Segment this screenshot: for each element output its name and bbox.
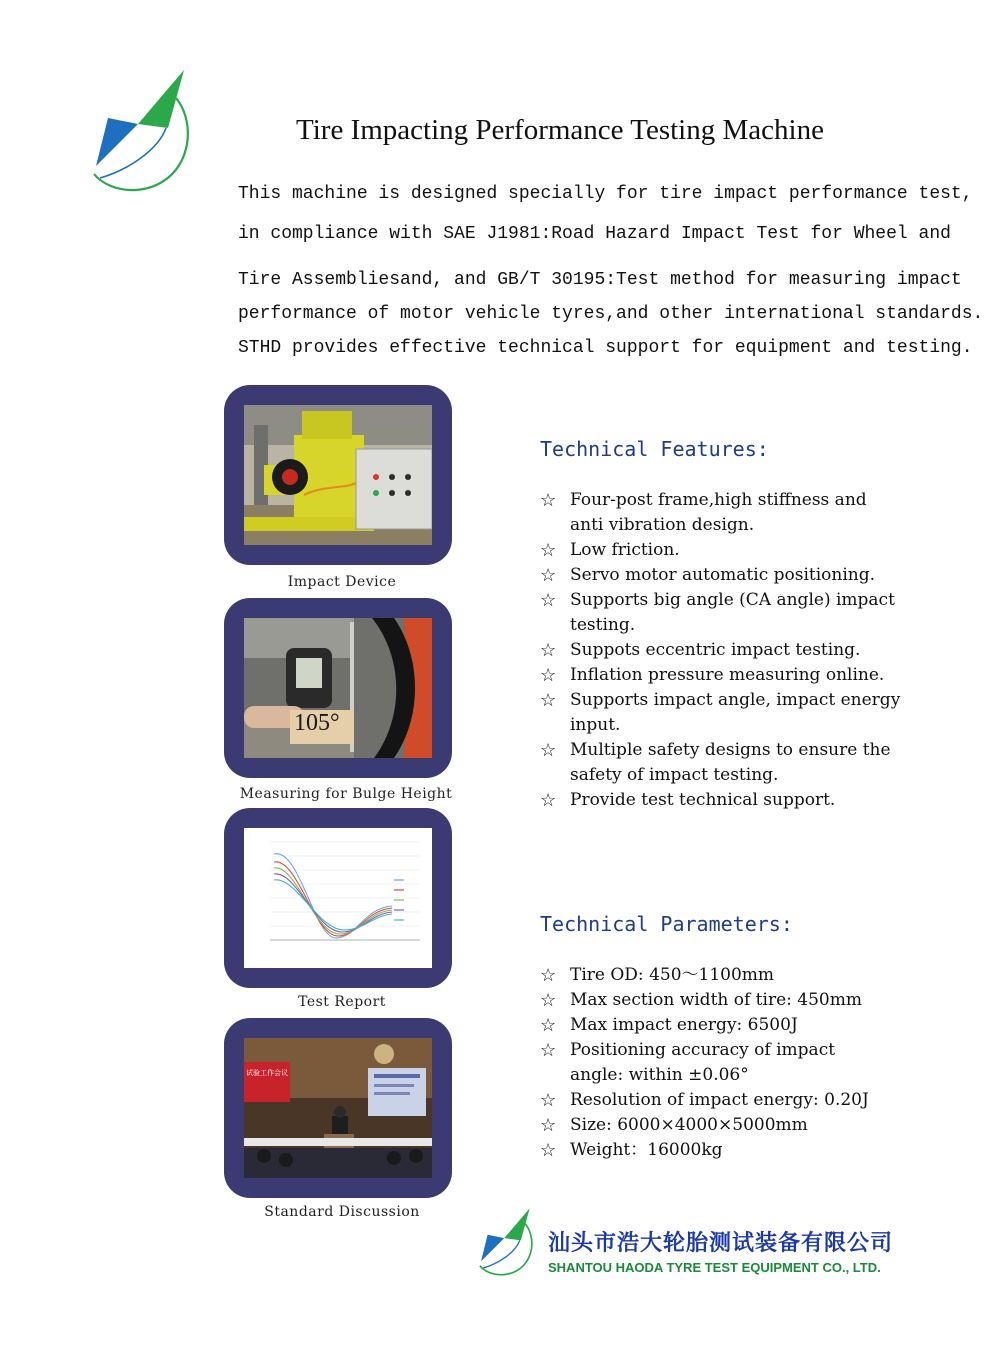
list-item xyxy=(540,1088,980,1113)
features-heading: Technical Features: xyxy=(540,437,769,461)
star-bullet-icon: ☆ xyxy=(540,490,557,511)
bulge-height-photo xyxy=(244,618,432,758)
list-item xyxy=(540,588,980,638)
star-bullet-icon: ☆ xyxy=(540,965,557,986)
star-bullet-icon: ☆ xyxy=(540,590,557,611)
figure-caption: Test Report xyxy=(298,994,386,1010)
star-bullet-icon: ☆ xyxy=(540,1140,557,1161)
list-item xyxy=(540,963,980,988)
figure-frame-standard-discussion xyxy=(224,1018,452,1198)
intro-line: STHD provides effective technical support for equipment and testing. xyxy=(238,338,973,358)
list-item xyxy=(540,688,980,738)
list-item xyxy=(540,538,980,563)
figure-caption: Impact Device xyxy=(287,574,397,590)
list-item-line: Weight：16000kg xyxy=(570,1140,723,1160)
star-bullet-icon: ☆ xyxy=(540,665,557,686)
parameters-list xyxy=(540,963,980,1163)
figure-frame-impact-device xyxy=(224,385,452,565)
list-item-line: Resolution of impact energy: 0.20J xyxy=(570,1090,869,1110)
star-bullet-icon: ☆ xyxy=(540,1040,557,1061)
list-item xyxy=(540,1113,980,1138)
features-list xyxy=(540,488,980,813)
list-item xyxy=(540,1138,980,1163)
star-bullet-icon: ☆ xyxy=(540,565,557,586)
company-logo-top xyxy=(88,66,198,196)
list-item xyxy=(540,1013,980,1038)
list-item-line: Servo motor automatic positioning. xyxy=(570,565,876,585)
star-bullet-icon: ☆ xyxy=(540,1015,557,1036)
star-bullet-icon: ☆ xyxy=(540,540,557,561)
figure-frame-test-report xyxy=(224,808,452,988)
intro-line: Tire Assembliesand, and GB/T 30195:Test method for measuring impact xyxy=(238,270,962,290)
list-item xyxy=(540,988,980,1013)
standard-discussion-photo xyxy=(244,1038,432,1178)
list-item-line: safety of impact testing. xyxy=(570,765,779,785)
list-item-line: Provide test technical support. xyxy=(570,790,836,810)
list-item-line: anti vibration design. xyxy=(570,515,755,535)
list-item-line: Four-post frame,high stiffness and xyxy=(570,490,867,510)
list-item xyxy=(540,488,980,538)
list-item-line: Multiple safety designs to ensure the xyxy=(570,740,891,760)
list-item-line: input. xyxy=(570,715,621,735)
star-bullet-icon: ☆ xyxy=(540,1090,557,1111)
banner-text: 试验工作会议 xyxy=(246,1069,288,1077)
test-report-chart xyxy=(244,828,432,968)
impact-device-photo xyxy=(244,405,432,545)
parameters-heading: Technical Parameters: xyxy=(540,912,793,936)
list-item-line: testing. xyxy=(570,615,636,635)
list-item-line: Low friction. xyxy=(570,540,680,560)
list-item xyxy=(540,738,980,788)
intro-line: This machine is designed specially for tire impact performance test, xyxy=(238,184,973,204)
star-bullet-icon: ☆ xyxy=(540,740,557,761)
list-item-line: Positioning accuracy of impact xyxy=(570,1040,836,1060)
list-item xyxy=(540,663,980,688)
figure-caption: Standard Discussion xyxy=(264,1204,420,1220)
figure-frame-bulge-height xyxy=(224,598,452,778)
company-name-en: SHANTOU HAODA TYRE TEST EQUIPMENT CO., LTD. xyxy=(548,1260,881,1275)
list-item-line: Max section width of tire: 450mm xyxy=(570,990,862,1010)
intro-line: in compliance with SAE J1981:Road Hazard Impact Test for Wheel and xyxy=(238,224,951,244)
list-item-line: angle: within ±0.06° xyxy=(570,1065,749,1085)
star-bullet-icon: ☆ xyxy=(540,790,557,811)
list-item-line: Suppots eccentric impact testing. xyxy=(570,640,861,660)
company-logo-bottom xyxy=(476,1206,538,1278)
list-item-line: Tire OD: 450～1100mm xyxy=(570,965,775,985)
list-item xyxy=(540,563,980,588)
star-bullet-icon: ☆ xyxy=(540,690,557,711)
company-name-cn: 汕头市浩大轮胎测试装备有限公司 xyxy=(548,1231,894,1256)
list-item xyxy=(540,788,980,813)
intro-line: performance of motor vehicle tyres,and other international standards. xyxy=(238,304,984,324)
page-title: Tire Impacting Performance Testing Machine xyxy=(296,114,824,146)
list-item-line: Inflation pressure measuring online. xyxy=(570,665,885,685)
list-item xyxy=(540,638,980,663)
list-item-line: Supports impact angle, impact energy xyxy=(570,690,901,710)
angle-label: 105° xyxy=(294,710,340,736)
figure-caption: Measuring for Bulge Height xyxy=(239,786,453,802)
star-bullet-icon: ☆ xyxy=(540,640,557,661)
list-item-line: Supports big angle (CA angle) impact xyxy=(570,590,895,610)
star-bullet-icon: ☆ xyxy=(540,1115,557,1136)
star-bullet-icon: ☆ xyxy=(540,990,557,1011)
list-item-line: Size: 6000×4000×5000mm xyxy=(570,1115,808,1135)
list-item-line: Max impact energy: 6500J xyxy=(570,1015,798,1035)
list-item xyxy=(540,1038,980,1088)
